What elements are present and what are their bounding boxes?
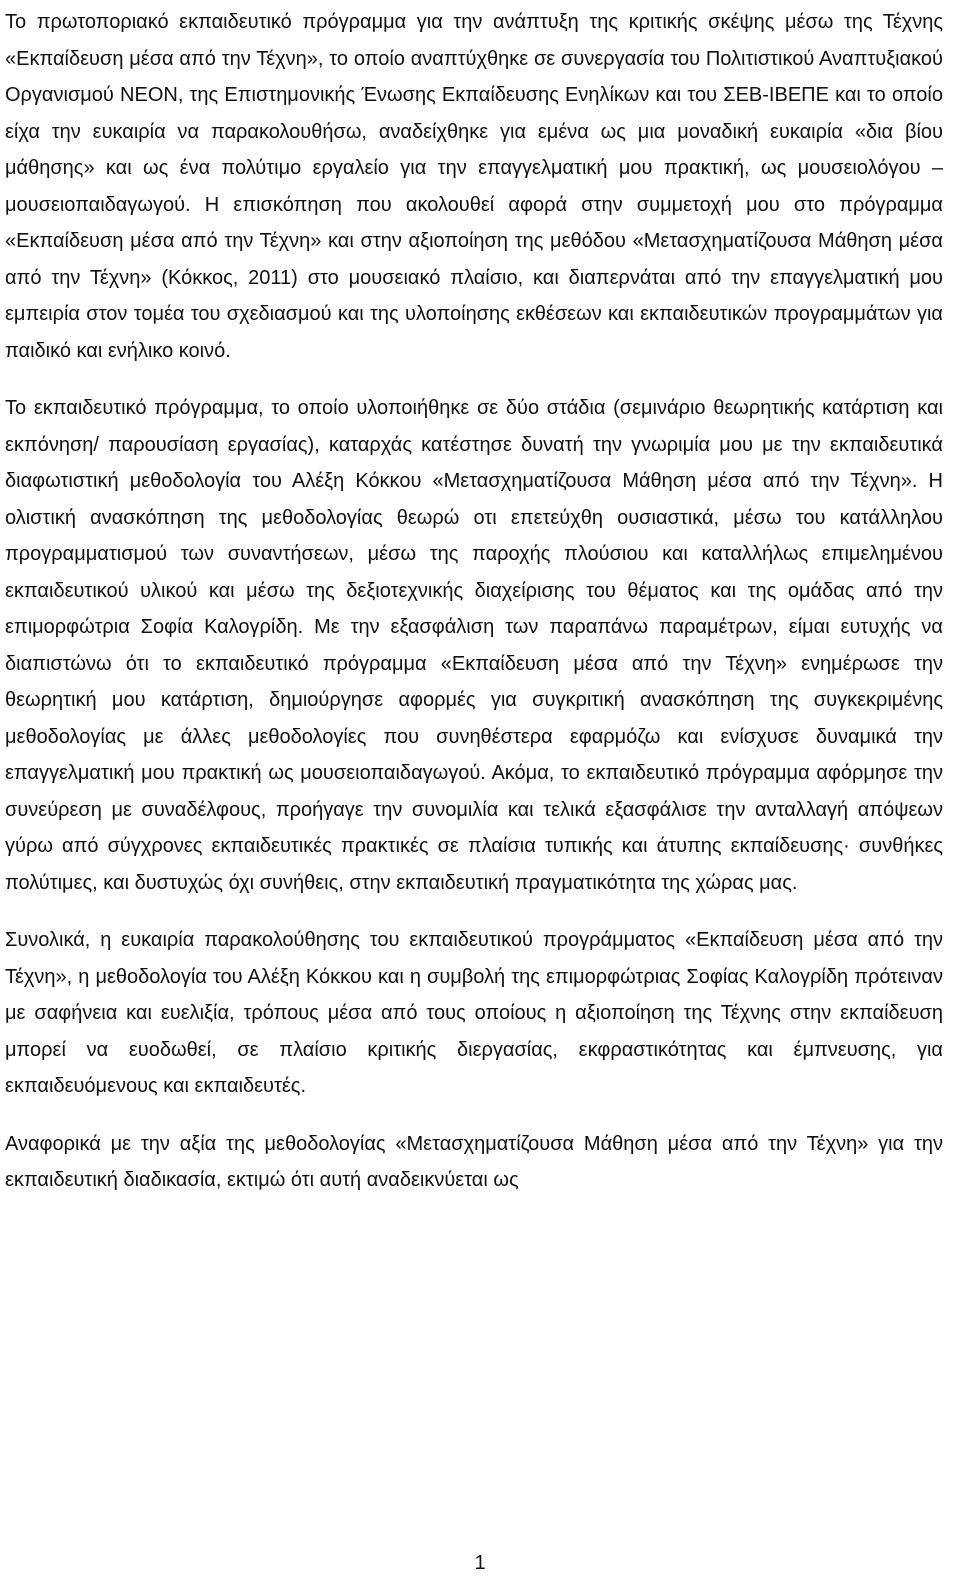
paragraph-methodology: Αναφορικά με την αξία της μεθοδολογίας «Μετασχηματίζουσα Μάθηση μέσα από την Τέχνη» για την εκπαιδευτική διαδικασία, εκτιμώ ότι αυτή αναδεικνύεται ως [5,1132,943,1191]
paragraph-intro: Το πρωτοποριακό εκπαιδευτικό πρόγραμμα για την ανάπτυξη της κριτικής σκέψης μέσω της Τέχνης «Εκπαίδευση μέσα από την Τέχνη», το οποίο αναπτύχθηκε σε συνεργασία του Πολιτιστικού Αναπτυξιακού Οργανισμού ΝΕΟΝ, της Επιστημονικής Ένωσης Εκπαίδευσης Ενηλίκων και του ΣΕΒ-ΙΒΕΠΕ και το οποίο είχα την ευκαιρία να παρακολουθήσω, αναδείχθηκε για εμένα ως μια μοναδική ευκαιρία «δια βίου μάθησης» και ως ένα πολύτιμο εργαλείο για την επαγγελματική μου πρακτική, ως μουσειολόγου – μουσειοπαιδαγωγού. Η επισκόπηση που ακολουθεί αφορά στην συμμετοχή μου στο πρόγραμμα «Εκπαίδευση μέσα από την Τέχνη» και στην αξιοποίηση της μεθόδου «Μετασχηματίζουσα Μάθηση μέσα από την Τέχνη» (Κόκκος, 2011) στο μουσειακό πλαίσιο, και διαπερνάται από την επαγγελματική μου εμπειρία στον τομέα του σχεδιασμού και της υλοποίησης εκθέσεων και εκπαιδευτικών προγραμμάτων για παιδικό και ενήλικο κοινό. [5,11,943,362]
document-page [5,4,943,1199]
paragraph-program: Το εκπαιδευτικό πρόγραμμα, το οποίο υλοποιήθηκε σε δύο στάδια (σεμινάριο θεωρητικής κατάρτιση και εκπόνηση/ παρουσίαση εργασίας), καταρχάς κατέστησε δυνατή την γνωριμία μου με την εκπαιδευτικά διαφωτιστική μεθοδολογία του Αλέξη Κόκκου «Μετασχηματίζουσα Μάθηση μέσα από την Τέχνη». Η ολιστική ανασκόπηση της μεθοδολογίας θεωρώ οτι επετεύχθη ουσιαστικά, μέσω του κατάλληλου προγραμματισμού των συναντήσεων, μέσω της παροχής πλούσιου και καταλλήλως επιμελημένου εκπαιδευτικού υλικού και μέσω της δεξιοτεχνικής διαχείρισης του θέματος και της ομάδας από την επιμορφώτρια Σοφία Καλογρίδη. Με την εξασφάλιση των παραπάνω παραμέτρων, είμαι ευτυχής να διαπιστώνω ότι το εκπαιδευτικό πρόγραμμα «Εκπαίδευση μέσα από την Τέχνη» ενημέρωσε την θεωρητική μου κατάρτιση, δημιούργησε αφορμές για συγκριτική ανασκόπηση της συγκεκριμένης μεθοδολογίας με άλλες μεθοδολογίες που συνηθέστερα εφαρμόζω και ενίσχυσε δυναμικά την επαγγελματική μου πρακτική ως μουσειοπαιδαγωγού. Ακόμα, το εκπαιδευτικό πρόγραμμα αφόρμησε την συνεύρεση με συναδέλφους, προήγαγε την συνομιλία και τελικά εξασφάλισε την ανταλλαγή απόψεων γύρω από σύγχρονες εκπαιδευτικές πρακτικές σε πλαίσια τυπικής και άτυπης εκπαίδευσης· συνθήκες πολύτιμες, και δυστυχώς όχι συνήθεις, στην εκπαιδευτική πραγματικότητα της χώρας μας. [5,397,943,894]
paragraph-summary: Συνολικά, η ευκαιρία παρακολούθησης του εκπαιδευτικού προγράμματος «Εκπαίδευση μέσα από την Τέχνη», η μεθοδολογία του Αλέξη Κόκκου και η συμβολή της επιμορφώτριας Σοφίας Καλογρίδη πρότειναν με σαφήνεια και ευελιξία, τρόπους μέσα από τους οποίους η αξιοποίηση της Τέχνης στην εκπαίδευση μπορεί να ευοδωθεί, σε πλαίσιο κριτικής διεργασίας, εκφραστικότητας και έμπνευσης, για εκπαιδευόμενους και εκπαιδευτές. [5,929,943,1097]
page-number: 1 [474,1552,486,1574]
